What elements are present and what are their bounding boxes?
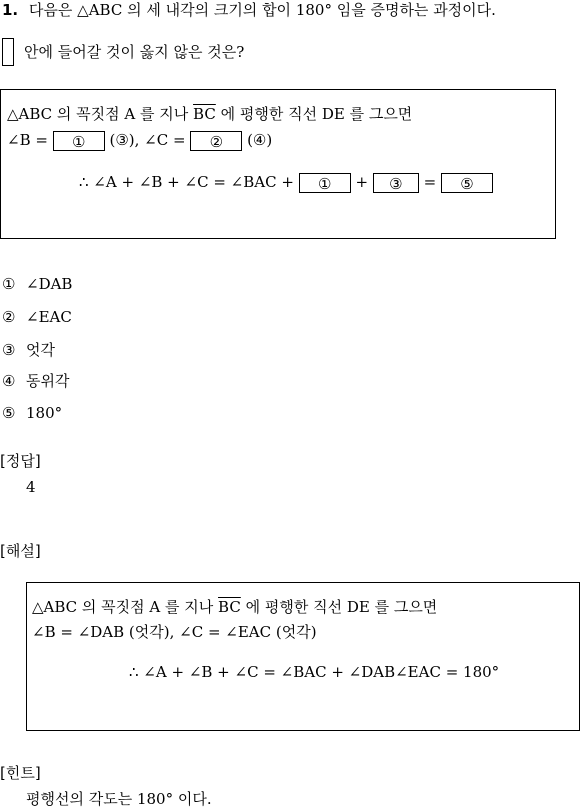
choice-5[interactable] — [2, 403, 62, 423]
segment-bc: $\overline{BC}$ — [193, 105, 216, 123]
choice-2-text: ∠EAC — [26, 308, 72, 326]
choice-3-text: 엇각 — [26, 341, 55, 359]
proof-panel — [0, 89, 556, 239]
question-text: 다음은 △ABC 의 세 내각의 크기의 합이 180° 임을 증명하는 과정이다. — [28, 1, 496, 19]
proof-line-1-prefix: △ABC 의 꼭짓점 A 를 지나 — [7, 105, 194, 123]
explanation-label: [해설] — [0, 542, 41, 560]
choice-2-mark: ② — [2, 308, 16, 326]
blank-1: ① — [53, 131, 105, 151]
proof-line-1-suffix: 에 평행한 직선 DE 를 그으면 — [215, 105, 413, 123]
choice-1[interactable] — [2, 274, 72, 294]
explanation-line-1-suffix: 에 평행한 직선 DE 를 그으면 — [240, 598, 438, 616]
question-line — [2, 0, 496, 20]
choice-4[interactable] — [2, 371, 69, 391]
blank-2: ② — [190, 131, 242, 151]
explanation-line-2: ∠B = ∠DAB (엇각), ∠C = ∠EAC (엇각) — [32, 623, 317, 641]
hint-label: [힌트] — [0, 764, 41, 782]
answer-value: 4 — [26, 478, 36, 496]
hint-text: 평행선의 각도는 180° 이다. — [26, 790, 212, 808]
proof-line-2 — [7, 128, 272, 152]
proof-line-2-c: (④) — [242, 131, 273, 149]
explanation-panel — [26, 582, 580, 731]
choice-5-text: 180° — [26, 404, 63, 422]
choice-1-text: ∠DAB — [26, 275, 73, 293]
blank-5: ⑤ — [441, 173, 493, 193]
choice-4-text: 동위각 — [26, 372, 70, 390]
choice-5-mark: ⑤ — [2, 404, 16, 422]
choice-3[interactable] — [2, 340, 55, 360]
choice-2[interactable] — [2, 307, 72, 327]
choice-1-mark: ① — [2, 275, 16, 293]
proof-line-3 — [79, 170, 493, 194]
explanation-line-1 — [32, 597, 437, 617]
plus-sign: + — [355, 173, 369, 191]
blank-indicator-box — [2, 38, 14, 66]
proof-line-2-b: (③), ∠C = — [104, 131, 191, 149]
choice-3-mark: ③ — [2, 341, 16, 359]
explanation-line-3: ∴ ∠A + ∠B + ∠C = ∠BAC + ∠DAB∠EAC = 180° — [129, 663, 500, 681]
proof-line-3-prefix: ∴ ∠A + ∠B + ∠C = ∠BAC + — [79, 173, 299, 191]
proof-line-2-a: ∠B = — [7, 131, 53, 149]
proof-line-1 — [7, 104, 412, 124]
choice-4-mark: ④ — [2, 372, 16, 390]
question-number: 1. — [2, 1, 19, 19]
blank-4: ③ — [373, 173, 419, 193]
blank-3: ① — [299, 173, 351, 193]
question-instruction: 안에 들어갈 것이 옳지 않은 것은? — [24, 43, 245, 61]
equals-sign: = — [423, 173, 437, 191]
explanation-segment-bc: $\overline{BC}$ — [218, 598, 241, 616]
explanation-line-1-prefix: △ABC 의 꼭짓점 A 를 지나 — [32, 598, 219, 616]
answer-label: [정답] — [0, 452, 41, 470]
